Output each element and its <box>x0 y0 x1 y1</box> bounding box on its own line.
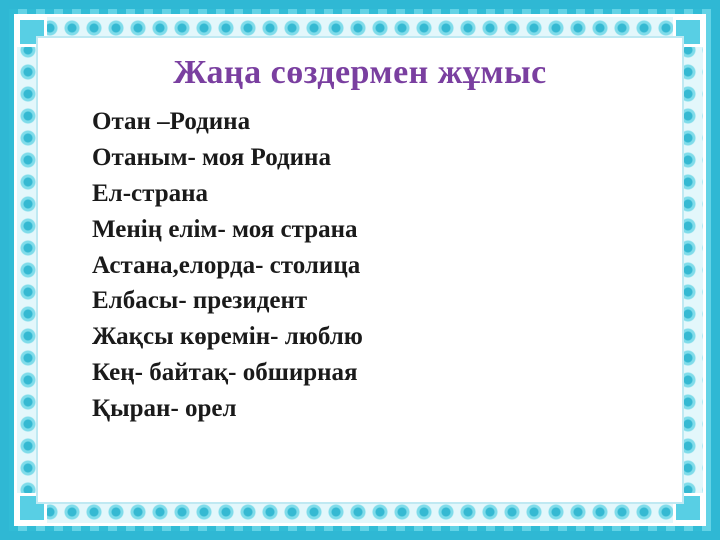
list-item: Отан –Родина <box>92 108 251 136</box>
list-item: Қыран- орел <box>92 395 237 423</box>
slide-title: Жаңа сөздермен жұмыс <box>173 54 547 91</box>
vocabulary-list <box>62 104 658 427</box>
list-item: Астана,елорда- столица <box>92 251 361 279</box>
slide-content <box>38 38 682 502</box>
list-item: Елбасы- президент <box>92 287 308 315</box>
list-item: Ел-страна <box>92 179 209 207</box>
list-item: Кең- байтақ- обширная <box>92 359 358 387</box>
list-item: Жақсы көремін- люблю <box>92 323 363 351</box>
list-item: Отаным- моя Родина <box>92 143 331 171</box>
list-item: Менің елім- моя страна <box>92 215 358 243</box>
